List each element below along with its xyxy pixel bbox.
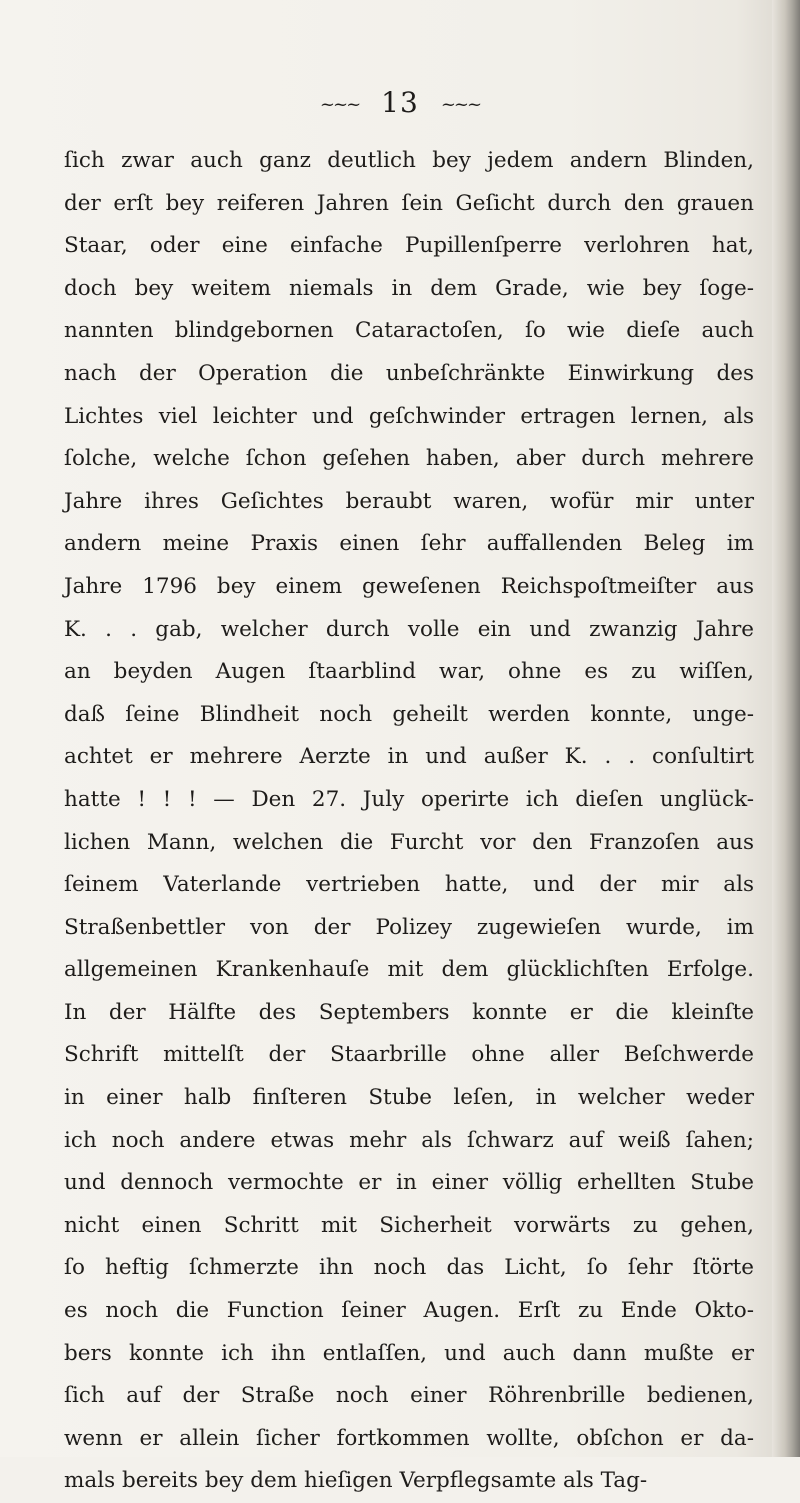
text-line: mals bereits bey dem hieſigen Verpflegsamte als Tag- <box>64 1468 648 1494</box>
text-line: andern meine Praxis einen ſehr auffallenden Beleg im <box>64 531 754 557</box>
text-line: daß ſeine Blindheit noch geheilt werden konnte, unge- <box>64 701 754 727</box>
text-line: lichen Mann, welchen die Furcht vor den Franzoſen aus <box>64 829 754 855</box>
text-line: nach der Operation die unbeſchränkte Einwirkung des <box>64 360 754 386</box>
text-line: ſich zwar auch ganz deutlich bey jedem andern Blinden, <box>64 148 754 173</box>
text-line: es noch die Function ſeiner Augen. Erſt zu Ende Okto- <box>64 1298 754 1324</box>
text-line: und dennoch vermochte er in einer völlig erhellten Stube <box>64 1170 754 1196</box>
text-line: K. . . gab, welcher durch volle ein und zwanzig Jahre <box>64 616 754 642</box>
text-line: wenn er allein ſicher fortkommen wollte, obſchon er da- <box>64 1425 754 1451</box>
text-line: ſeinem Vaterlande vertrieben hatte, und der mir als <box>64 872 754 898</box>
text-line: Jahre 1796 bey einem geweſenen Reichspoſtmeiſter aus <box>64 573 754 599</box>
text-line: der erſt bey reiferen Jahren ſein Geſicht durch den grauen <box>64 190 754 216</box>
text-line: nannten blindgebornen Cataractoſen, ſo wie dieſe auch <box>64 318 754 344</box>
text-line: doch bey weitem niemals in dem Grade, wie bey ſoge- <box>64 275 754 301</box>
header-ornament-right: ~~~ <box>440 93 481 115</box>
page-header <box>0 86 800 122</box>
body-text <box>64 140 754 1503</box>
text-line: nicht einen Schritt mit Sicherheit vorwärts zu gehen, <box>64 1212 754 1238</box>
text-line: Straßenbettler von der Polizey zugewieſen wurde, im <box>64 914 754 940</box>
text-line: hatte ! ! ! — Den 27. July operirte ich dieſen unglück- <box>64 786 754 812</box>
text-line: Jahre ihres Geſichtes beraubt waren, wofür mir unter <box>64 488 754 514</box>
text-line: in einer halb finſteren Stube leſen, in welcher weder <box>64 1085 754 1111</box>
text-line: Schrift mittelſt der Staarbrille ohne aller Beſchwerde <box>64 1042 754 1068</box>
text-line: ſo heftig ſchmerzte ihn noch das Licht, ſo ſehr ſtörte <box>64 1255 754 1281</box>
text-line: Lichtes viel leichter und geſchwinder ertragen lernen, als <box>64 403 754 429</box>
text-line: In der Hälfte des Septembers konnte er die kleinſte <box>64 999 754 1025</box>
text-line: an beyden Augen ſtaarblind war, ohne es zu wiſſen, <box>64 659 754 685</box>
text-line: allgemeinen Krankenhauſe mit dem glücklichſten Erfolge. <box>64 957 754 983</box>
text-line: bers konnte ich ihn entlaſſen, und auch dann mußte er <box>64 1340 754 1366</box>
page-edge-shadow <box>772 0 800 1457</box>
text-line: ich noch andere etwas mehr als ſchwarz auf weiß ſahen; <box>64 1127 754 1153</box>
text-line: ſolche, welche ſchon geſehen haben, aber durch mehrere <box>64 446 754 472</box>
page-number: 13 <box>381 86 419 119</box>
header-ornament-left: ~~~ <box>319 93 360 115</box>
text-line: Staar, oder eine einfache Pupillenſperre verlohren hat, <box>64 233 754 259</box>
text-line: achtet er mehrere Aerzte in und außer K. . . conſultirt <box>64 744 754 770</box>
text-line: ſich auf der Straße noch einer Röhrenbrille bedienen, <box>64 1383 754 1409</box>
